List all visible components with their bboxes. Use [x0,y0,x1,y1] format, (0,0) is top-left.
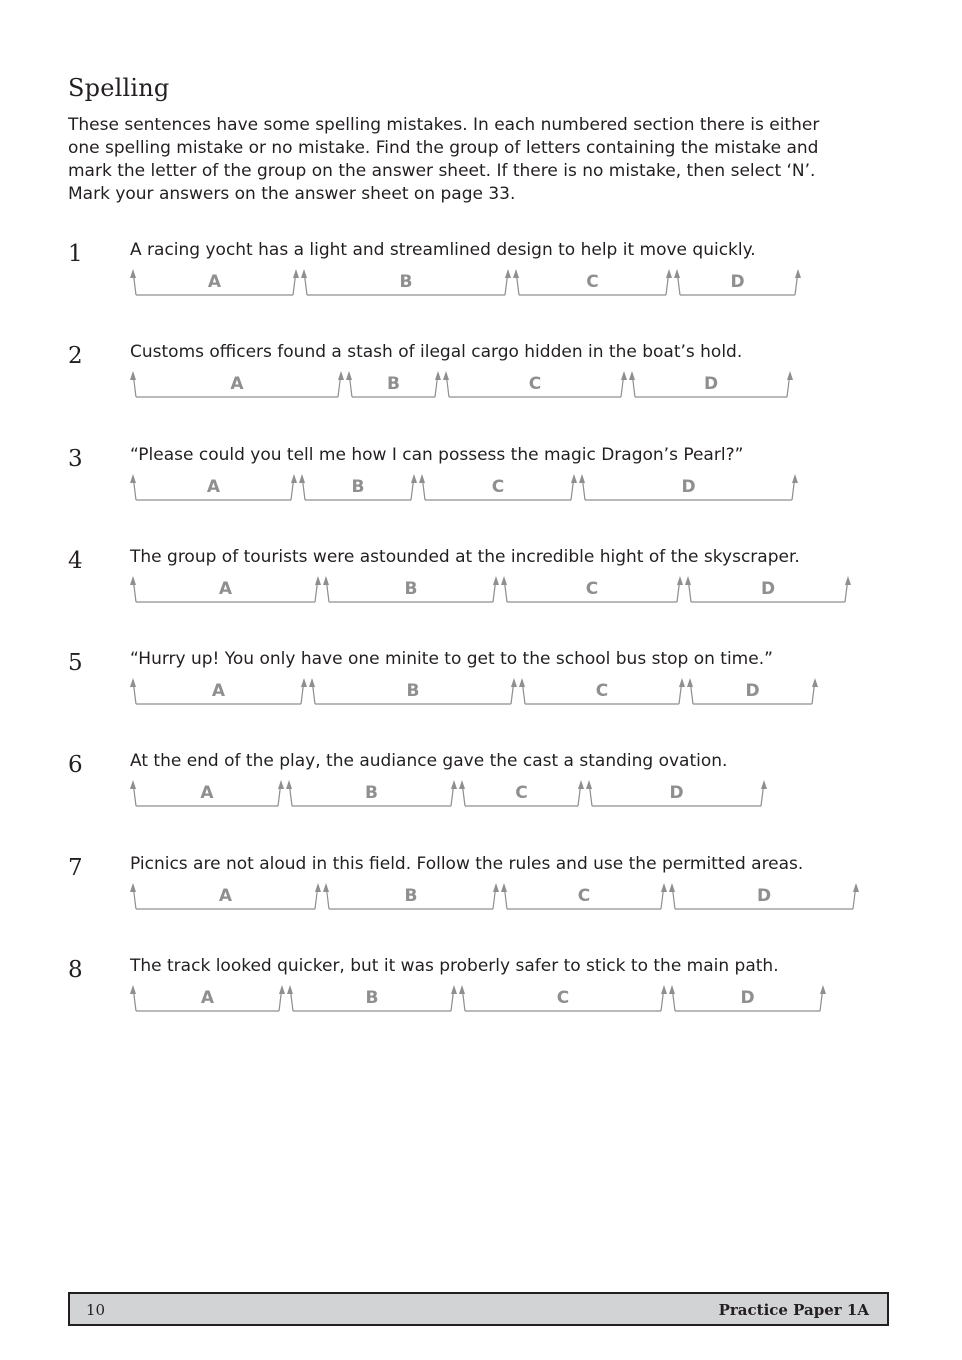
segment-label[interactable]: C [528,374,542,394]
segment-label[interactable]: D [669,783,684,803]
segment-tick-right [661,985,667,1011]
segment-label[interactable]: C [515,783,528,803]
segment-tick-right [451,985,457,1011]
segment-label[interactable]: D [703,374,719,394]
segment-label[interactable]: C [556,988,570,1008]
segment-label[interactable]: D [756,886,772,906]
segment-tick-right [279,985,285,1011]
segment-label[interactable]: D [740,988,755,1008]
segment-label[interactable]: B [404,579,418,599]
question-sentence: “Please could you tell me how I can possess the magic Dragon’s Pearl?” [130,445,744,465]
segment-label[interactable]: B [399,272,413,292]
segment-label[interactable]: C [586,272,599,292]
segment-label[interactable]: A [218,886,233,906]
segment-tick-left [130,985,136,1011]
question-number: 5 [68,650,83,676]
segment-label[interactable]: A [218,579,233,599]
page-number: 10 [86,1301,106,1319]
segment-label[interactable]: A [200,783,214,803]
segment-tick-left [459,985,465,1011]
question-number: 7 [68,855,83,881]
question-number: 6 [68,752,83,778]
segment-label[interactable]: A [211,681,226,701]
question-number: 4 [68,548,83,574]
segment-label[interactable]: C [585,579,599,599]
segment-label[interactable]: B [406,681,420,701]
segment-label[interactable]: A [206,477,221,497]
segment-label[interactable]: C [577,886,591,906]
segment-label[interactable]: D [730,272,745,292]
segment-label[interactable]: D [681,477,696,497]
segment-label[interactable]: A [230,374,244,394]
segment-tick-right [820,985,826,1011]
question-sentence: Picnics are not aloud in this field. Follow the rules and use the permitted areas. [130,854,804,874]
question-sentence: The track looked quicker, but it was proberly safer to stick to the main path. [130,956,779,976]
question-sentence: A racing yocht has a light and streamlined design to help it move quickly. [130,240,756,260]
segment-label[interactable]: C [595,681,609,701]
question-number: 1 [68,241,83,267]
question-sentence: The group of tourists were astounded at the incredible hight of the skyscraper. [130,547,800,567]
segment-tick-left [669,985,675,1011]
question-sentence: Customs officers found a stash of ilegal cargo hidden in the boat’s hold. [130,342,743,362]
segment-tick-left [287,985,293,1011]
question-sentence: “Hurry up! You only have one minite to get to the school bus stop on time.” [130,649,773,669]
segment-label[interactable]: A [207,272,222,292]
segment-label[interactable]: B [351,477,365,497]
segment-label[interactable]: B [365,783,378,803]
question-number: 2 [68,343,83,369]
paper-title: Practice Paper 1A [718,1301,869,1319]
section-heading: Spelling [68,74,170,102]
question-sentence: At the end of the play, the audiance gave the cast a standing ovation. [130,751,728,771]
page-footer [68,1292,889,1326]
segment-label[interactable]: C [491,477,505,497]
segment-label[interactable]: B [365,988,379,1008]
segment-label[interactable]: B [387,374,400,394]
instructions-text: These sentences have some spelling mistakes. In each numbered section there is either one spelling mistake or no mistake. Find the group of letters containing the mistake and mark the letter of the group on the answer sheet. If there is no mistake, then select ‘N’. Mark your answers on the answer sheet on page 33. [68,115,820,204]
segment-label[interactable]: A [200,988,215,1008]
question-number: 3 [68,446,83,472]
question-number: 8 [68,957,83,983]
segment-label[interactable]: D [745,681,760,701]
segment-label[interactable]: B [404,886,418,906]
segment-label[interactable]: D [760,579,776,599]
